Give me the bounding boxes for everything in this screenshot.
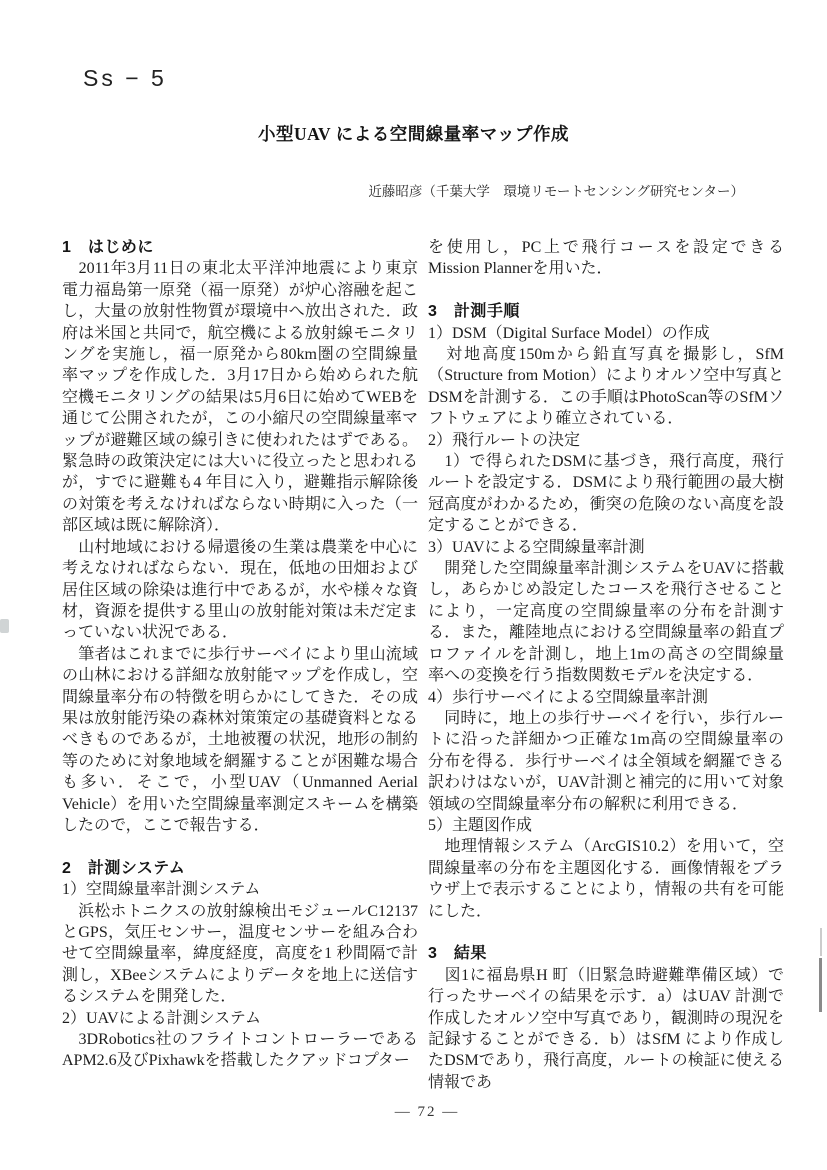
scan-artifact-right-edge-faint (820, 928, 822, 956)
page-number: — 72 — (394, 1104, 460, 1120)
paragraph-intro-1: 2011年3月11日の東北太平洋沖地震により東京電力福島第一原発（福一原発）が炉心溶融を起こし，大量の放射性物質が環境中へ放出された．政府は米国と共同で，航空機による放射線モニタリングを実施し，福一原発から80km圏の空間線量率マップを作成した．3月17日から始められた航空機モニタリングの結果は5月6日に始めてWEBを通じて公開されたが，この小縮尺の空間線量率マップが避難区域の線引きに使われたはずである。緊急時の政策決定には大いに役立ったと思われるが，すでに避難も4 年目に入り，避難指示解除後の対策を考えなければならない時期に入った（一部区域は既に解除済）． (62, 260, 418, 535)
paragraph-dsm-creation: 対地高度150mから鉛直写真を撮影し，SfM（Structure from Motion）によりオルソ空中写真とDSMを計測する．この手順はPhotoScan等のSfMソフトウェアにより確立されている． (428, 346, 784, 428)
paragraph-uav-system: 3DRobotics社のフライトコントローラーであるAPM2.6及びPixhawkを搭載したクアッドコプター (62, 1031, 418, 1070)
paragraph-uav-system-continued: を使用し，PC上で飛行コースを設定できるMission Plannerを用いた． (428, 239, 784, 278)
subheading-dsm-creation: 1）DSM（Digital Surface Model）の作成 (428, 324, 710, 342)
subheading-walking-survey: 4）歩行サーベイによる空間線量率計測 (428, 688, 709, 706)
paragraph-intro-2: 山村地域における帰還後の生業は農業を中心に考えなければならない．現在，低地の田畑および居住区域の除染は進行中であるが，水や様々な資材，資源を提供する里山の放射能対策は未だ定まっていない状況である． (62, 538, 418, 642)
subheading-flight-route: 2）飛行ルートの決定 (428, 431, 581, 449)
right-column (428, 237, 784, 1093)
paragraph-flight-route: 1）で得られたDSMに基づき，飛行高度，飛行ルートを設定する．DSMにより飛行範囲の最大樹冠高度がわかるため，衝突の危険のない高度を設定することができる． (428, 453, 784, 535)
paragraph-uav-measurement: 開発した空間線量率計測システムをUAVに搭載し，あらかじめ設定したコースを飛行させることにより，一定高度の空間線量率の分布を計測する．また，離陸地点における空間線量率の鉛直プロファイルを計測し，地上1mの高さの空間線量率への変換を行う指数関数モデルを決定する． (428, 560, 784, 685)
section-heading-introduction: 1 はじめに (62, 239, 154, 256)
subheading-thematic-map: 5）主題図作成 (428, 816, 533, 834)
scan-artifact-left-edge (0, 619, 9, 633)
section-heading-procedure: 3 計測手順 (428, 303, 520, 321)
paragraph-dose-rate-system: 浜松ホトニクスの放射線検出モジュールC12137とGPS，気圧センサー，温度センサーを組み合わせて空間線量率，緯度経度，高度を1 秒間隔で計測し，XBeeシステムによりデータを地上に送信するシステムを開発した． (62, 902, 418, 1006)
author-affiliation: 近藤昭彦（千葉大学 環境リモートセンシング研究センター） (368, 184, 744, 199)
paragraph-walking-survey: 同時に，地上の歩行サーベイを行い，歩行ルートに沿った詳細かつ正確な1m高の空間線量率の分布を得る．歩行サーベイは全領域を網羅できる訳わけはないが，UAV計測と補完的に用いて対象領域の空間線量率分布の解釈に利用できる． (428, 709, 784, 813)
subheading-uav-measurement: 3）UAVによる空間線量率計測 (428, 538, 645, 556)
section-heading-results: 3 結果 (428, 945, 487, 963)
session-label: Ss − 5 (83, 65, 167, 91)
subheading-dose-rate-system: 1）空間線量率計測システム (62, 881, 261, 899)
paragraph-thematic-map: 地理情報システム（ArcGIS10.2）を用いて，空間線量率の分布を主題図化する．画像情報をブラウザ上で表示することにより，情報の共有を可能にした． (428, 838, 784, 920)
section-heading-measurement-system: 2 計測システム (62, 859, 186, 877)
paragraph-results: 図1に福島県H 町（旧緊急時避難準備区域）で行ったサーベイの結果を示す．a）はUAV 計測で作成したオルソ空中写真であり，観測時の現況を記録することができる．b）はSfM により作成したDSMであり，飛行高度，ルートの検証に使える情報であ (428, 966, 784, 1091)
paragraph-intro-3: 筆者はこれまでに歩行サーベイにより里山流域の山林における詳細な放射能マップを作成し，空間線量率分布の特徴を明らかにしてきた．その成果は放射能汚染の森林対策策定の基礎資料となるべきものであるが，土地被覆の状況，地形の制約等のために対象地域を網羅することが困難な場合も多い．そこで，小型UAV（Unmanned Aerial Vehicle）を用いた空間線量率測定スキームを構築したので，ここで報告する． (62, 645, 418, 834)
subheading-uav-system: 2）UAVによる計測システム (62, 1009, 262, 1027)
scan-artifact-right-edge (819, 958, 822, 1012)
left-column (62, 237, 418, 1072)
paper-title: 小型UAV による空間線量率マップ作成 (257, 124, 570, 144)
